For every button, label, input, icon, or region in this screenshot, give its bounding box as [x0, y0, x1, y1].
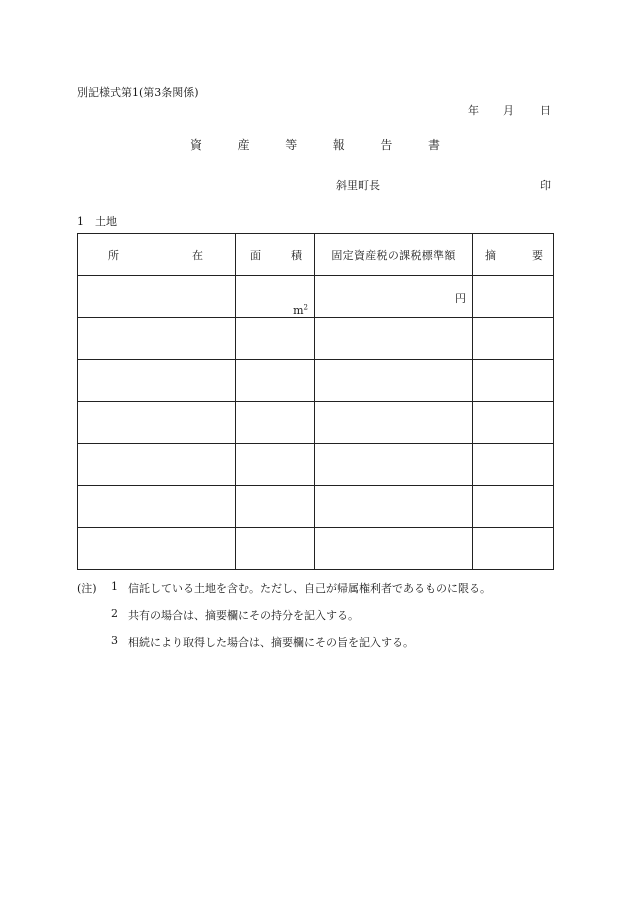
- location-cell[interactable]: [78, 318, 236, 360]
- header-location-char: 所: [108, 248, 119, 262]
- title-char: 書: [427, 138, 440, 152]
- note-number: 2: [111, 607, 118, 620]
- date-day-label: 日: [540, 104, 551, 117]
- document-title: [190, 136, 440, 153]
- area-cell[interactable]: [236, 528, 315, 570]
- note-text: 相続により取得した場合は、摘要欄にその旨を記入する。: [128, 636, 414, 649]
- area-cell[interactable]: [236, 318, 315, 360]
- notes: [77, 580, 491, 661]
- note-number: 3: [111, 634, 118, 647]
- tax-base-cell[interactable]: [315, 360, 473, 402]
- header-location-char: 在: [192, 248, 203, 262]
- remarks-cell[interactable]: [473, 276, 554, 318]
- area-unit: $m^2$: [293, 303, 308, 317]
- location-cell[interactable]: [78, 276, 236, 318]
- location-cell[interactable]: [78, 528, 236, 570]
- header-remarks-char: 要: [532, 248, 543, 262]
- header-area-char: 面: [250, 248, 261, 262]
- remarks-cell[interactable]: [473, 318, 554, 360]
- tax-base-cell[interactable]: [315, 444, 473, 486]
- remarks-cell[interactable]: [473, 360, 554, 402]
- form-reference: 別記様式第1(第3条関係): [77, 86, 199, 99]
- header-location: [78, 234, 236, 276]
- table-row: [78, 402, 554, 444]
- tax-base-cell[interactable]: [315, 276, 473, 318]
- area-cell[interactable]: [236, 486, 315, 528]
- note-text: 信託している土地を含む。ただし、自己が帰属権利者であるものに限る。: [128, 582, 491, 595]
- title-char: 産: [237, 138, 250, 152]
- tax-base-cell[interactable]: [315, 486, 473, 528]
- table-row: [78, 528, 554, 570]
- land-table: [77, 233, 554, 570]
- addressee: 斜里町長: [336, 179, 380, 192]
- seal-mark: 印: [540, 179, 551, 192]
- header-remarks-char: 摘: [485, 248, 496, 262]
- yen-unit: 円: [455, 292, 466, 305]
- table-header-row: [78, 234, 554, 276]
- area-cell[interactable]: [236, 360, 315, 402]
- remarks-cell[interactable]: [473, 486, 554, 528]
- table-row: [78, 360, 554, 402]
- table-row: [78, 486, 554, 528]
- section-heading: 1 土地: [77, 215, 117, 228]
- location-cell[interactable]: [78, 444, 236, 486]
- date-year-label: 年: [468, 104, 479, 117]
- title-char: 報: [332, 138, 345, 152]
- header-tax-base: 固定資産税の課税標準額: [315, 234, 473, 276]
- header-remarks: [473, 234, 554, 276]
- date-month-label: 月: [503, 104, 514, 117]
- tax-base-cell[interactable]: [315, 402, 473, 444]
- area-cell[interactable]: [236, 276, 315, 318]
- area-cell[interactable]: [236, 402, 315, 444]
- note-item: [77, 634, 491, 661]
- notes-lead: (注): [77, 582, 97, 595]
- remarks-cell[interactable]: [473, 444, 554, 486]
- note-number: 1: [111, 580, 118, 593]
- title-char: 告: [380, 138, 393, 152]
- tax-base-cell[interactable]: [315, 318, 473, 360]
- tax-base-cell[interactable]: [315, 528, 473, 570]
- title-char: 等: [285, 138, 298, 152]
- note-item: [77, 580, 491, 607]
- table-row: [78, 318, 554, 360]
- note-text: 共有の場合は、摘要欄にその持分を記入する。: [128, 609, 359, 622]
- title-char: 資: [190, 138, 203, 152]
- note-item: [77, 607, 491, 634]
- area-cell[interactable]: [236, 444, 315, 486]
- remarks-cell[interactable]: [473, 402, 554, 444]
- table-row: [78, 444, 554, 486]
- location-cell[interactable]: [78, 402, 236, 444]
- remarks-cell[interactable]: [473, 528, 554, 570]
- location-cell[interactable]: [78, 360, 236, 402]
- header-area: [236, 234, 315, 276]
- location-cell[interactable]: [78, 486, 236, 528]
- header-area-char: 積: [291, 248, 302, 262]
- table-row: [78, 276, 554, 318]
